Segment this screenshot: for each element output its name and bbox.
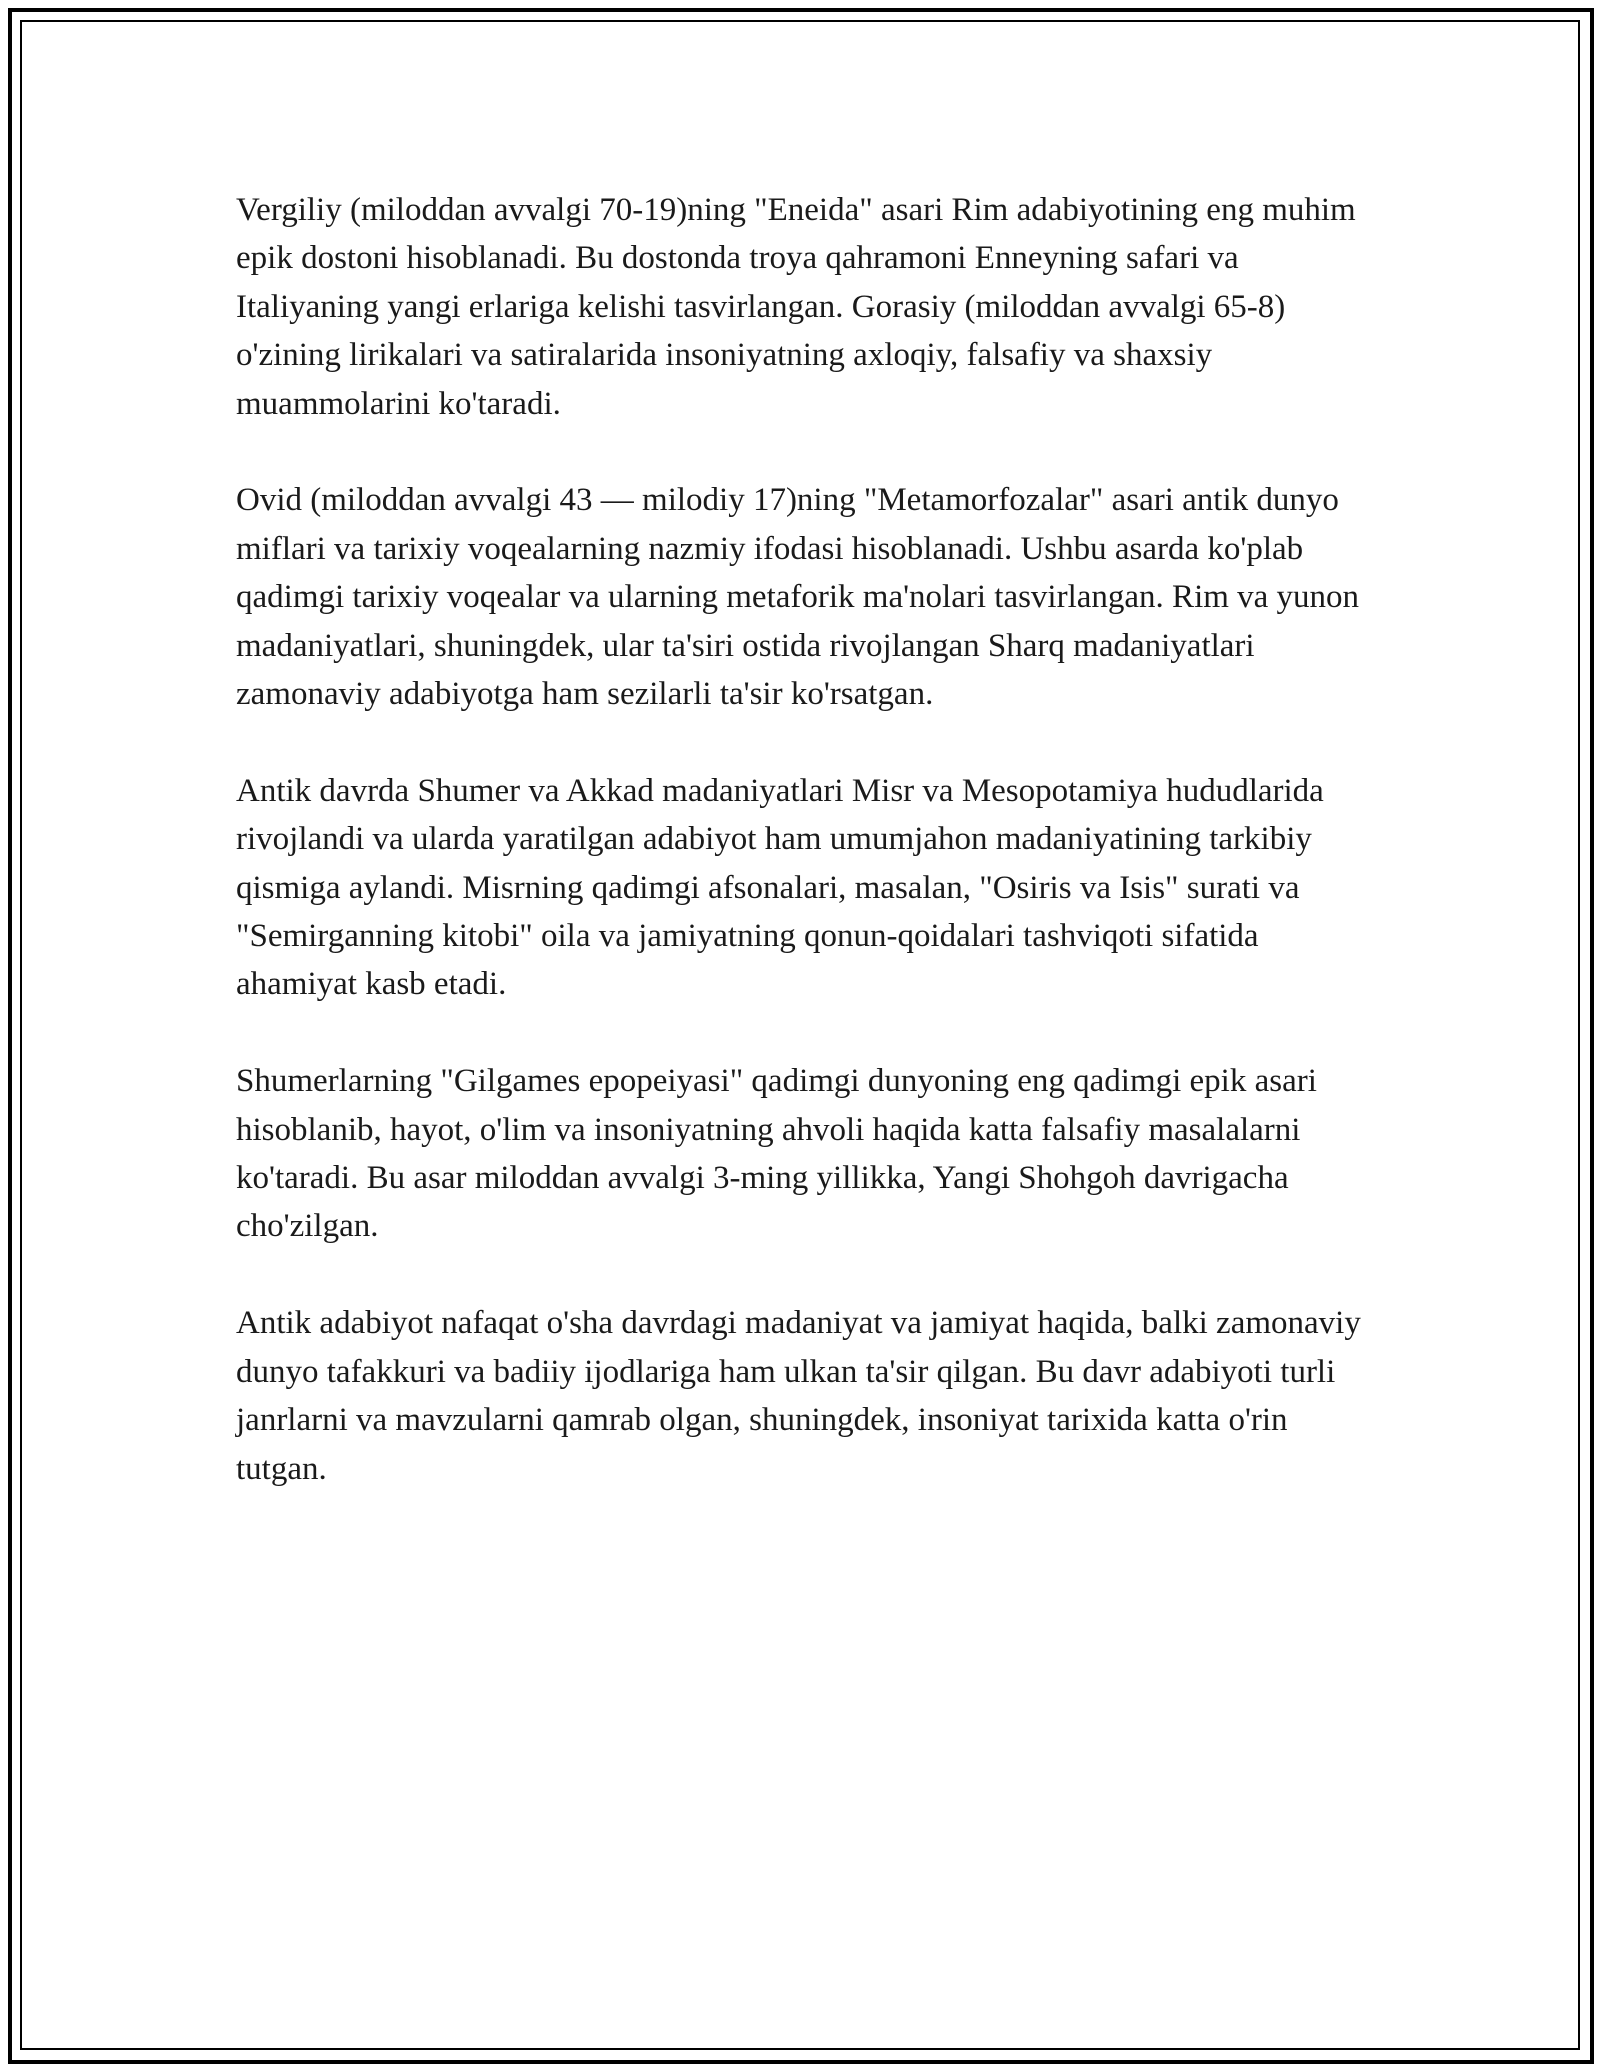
- paragraph-gilgames: Shumerlarning "Gilgames epopeiyasi" qadimgi dunyoning eng qadimgi epik asari hisoblanib, hayot, o'lim va insoniyatning ahvoli haqida katta falsafiy masalalarni ko'taradi. Bu asar miloddan avvalgi 3-ming yillikka, Yangi Shohgoh davrigacha cho'zilgan.: [236, 1063, 1317, 1245]
- paragraph-antik-adabiyot: Antik adabiyot nafaqat o'sha davrdagi madaniyat va jamiyat haqida, balki zamonaviy dunyo tafakkuri va badiiy ijodlariga ham ulkan ta'sir qilgan. Bu davr adabiyoti turli janrlarni va mavzularni qamrab olgan, shuningdek, insoniyat tarixida katta o'rin tutgan.: [236, 1305, 1361, 1487]
- paragraph-vergiliy: Vergiliy (miloddan avvalgi 70-19)ning "Eneida" asari Rim adabiyotining eng muhim epik dostoni hisoblanadi. Bu dostonda troya qahramoni Enneyning safari va Italiyaning yangi erlariga kelishi tasvirlangan. Gorasiy (miloddan avvalgi 65-8) o'zining lirikalari va satiralarida insoniyatning axloqiy, falsafiy va shaxsiy muammolarini ko'taradi.: [236, 192, 1356, 422]
- paragraph-ovid: Ovid (miloddan avvalgi 43 — milodiy 17)ning "Metamorfozalar" asari antik dunyo miflari va tarixiy voqealarning nazmiy ifodasi hisoblanadi. Ushbu asarda ko'plab qadimgi tarixiy voqealar va ularning metaforik ma'nolari tasvirlangan. Rim va yunon madaniyatlari, shuningdek, ular ta'siri ostida rivojlangan Sharq madaniyatlari zamonaviy adabiyotga ham sezilarli ta'sir ko'rsatgan.: [236, 482, 1360, 713]
- paragraph-shumer-akkad: Antik davrda Shumer va Akkad madaniyatlari Misr va Mesopotamiya hududlarida rivojlandi va ularda yaratilgan adabiyot ham umumjahon madaniyatining tarkibiy qismiga aylandi. Misrning qadimgi afsonalari, masalan, "Osiris va Isis" surati va "Semirganning kitobi" oila va jamiyatning qonun-qoidalari tashviqoti sifatida ahamiyat kasb etadi.: [236, 772, 1324, 1003]
- document-body: [236, 186, 1366, 1541]
